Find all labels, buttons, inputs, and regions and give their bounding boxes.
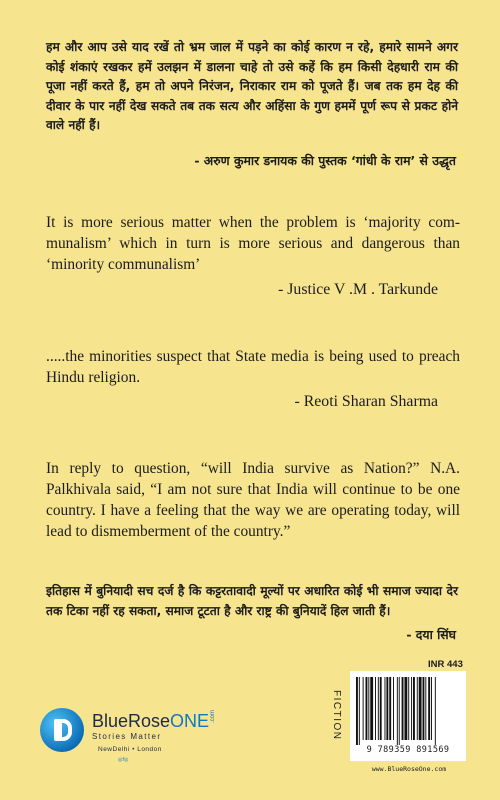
barcode-bar [428, 677, 430, 740]
barcode-bar [368, 677, 369, 740]
hindi-quote-itihas: इतिहास में बुनियादी सच दर्ज है कि कट्टरतावादी मूल्यों पर अधारित कोई भी समाज ज्यादा देर तक टिका नहीं रह सकता, समाज टूटता है और राष्ट्र की बुनियादें हिल जाती हैं। [46, 584, 458, 618]
genre-label: FICTION [331, 690, 342, 741]
barcode-bar [417, 677, 418, 740]
barcode-bar [425, 677, 426, 740]
barcode-bar [356, 677, 358, 745]
barcode-bar [408, 677, 409, 740]
quote-sharma-attribution: - Reoti Sharan Sharma [294, 393, 438, 410]
barcode-bar [366, 677, 368, 740]
publisher-name-main: BlueRose [92, 711, 171, 731]
social-icons: ◎f◎ [118, 757, 129, 763]
hindi-quote-itihas-attribution: - दया सिंघ [406, 627, 456, 642]
barcode-bar [397, 677, 398, 745]
barcode-bar [385, 677, 386, 740]
publisher-website: www.BlueRoseOne.com [371, 765, 447, 773]
price-label: INR 443 [428, 659, 463, 670]
barcode-bar [402, 677, 404, 740]
barcode-bar [393, 677, 394, 740]
barcode-bar [380, 677, 382, 740]
barcode-bar [419, 677, 422, 740]
barcode-bar [399, 677, 400, 745]
barcode-bar [435, 677, 436, 745]
barcode-bar [411, 677, 412, 740]
quote-tarkunde-attribution: - Justice V .M . Tarkunde [278, 281, 438, 298]
barcode-bars [356, 677, 460, 745]
barcode-bar [423, 677, 425, 740]
barcode-bar [389, 677, 391, 740]
barcode-bar [359, 677, 360, 745]
publisher-logo [40, 700, 240, 763]
barcode-bar [431, 677, 432, 740]
quote-tarkunde: It is more serious matter when the problem is ‘majority com-munalism’ which in turn is more serious and dangerous than ‘minority communalism’ [46, 214, 460, 273]
publisher-name [92, 711, 209, 732]
barcode-bar [370, 677, 373, 740]
bluerose-emblem-icon [40, 708, 84, 752]
isbn-barcode [350, 671, 466, 761]
publisher-tagline: Stories Matter [92, 732, 162, 741]
isbn-digits: 9 789359 891569 [366, 745, 450, 755]
barcode-bar [404, 677, 407, 740]
publisher-name-accent: ONE [170, 711, 210, 731]
barcode-bar [413, 677, 415, 740]
hindi-quote-ram: हम और आप उसे याद रखें तो भ्रम जाल में पड़ने का कोई कारण न रहे, हमारे सामने अगर कोई शंकाएं रखकर हमें उलझन में डालना चाहे तो उसे कहें कि हम किसी देहधारी राम की पूजा नहीं करते हैं, हम तो अपने निरंजन, निराकार राम को पूजते हैं। जब तक हम देह की दीवार के पार नहीं देख सकते तब तक सत्य और अहिंसा के गुण हममें पूर्ण रूप से प्रकट होने वाले नहीं हैं। [46, 40, 458, 132]
quote-palkhivala: In reply to question, “will India survive as Nation?” N.A. Palkhivala said, “I am not sure that India will continue to be one country. I have a feeling that the way we are operating today, will lead to dismemberment of the country.” [46, 460, 460, 540]
barcode-bar [363, 677, 364, 740]
publisher-locations: NewDelhi • London [98, 746, 162, 753]
hindi-quote-ram-attribution: - अरुण कुमार डनायक की पुस्तक ‘गांधी के राम’ से उद्धृत [194, 153, 456, 168]
barcode-bar [375, 677, 376, 740]
publisher-domain-suffix: .com [210, 710, 216, 724]
quote-sharma: .....the minorities suspect that State media is being used to preach Hindu religion. [46, 348, 460, 386]
barcode-bar [378, 677, 379, 740]
barcode-bar [386, 677, 388, 740]
